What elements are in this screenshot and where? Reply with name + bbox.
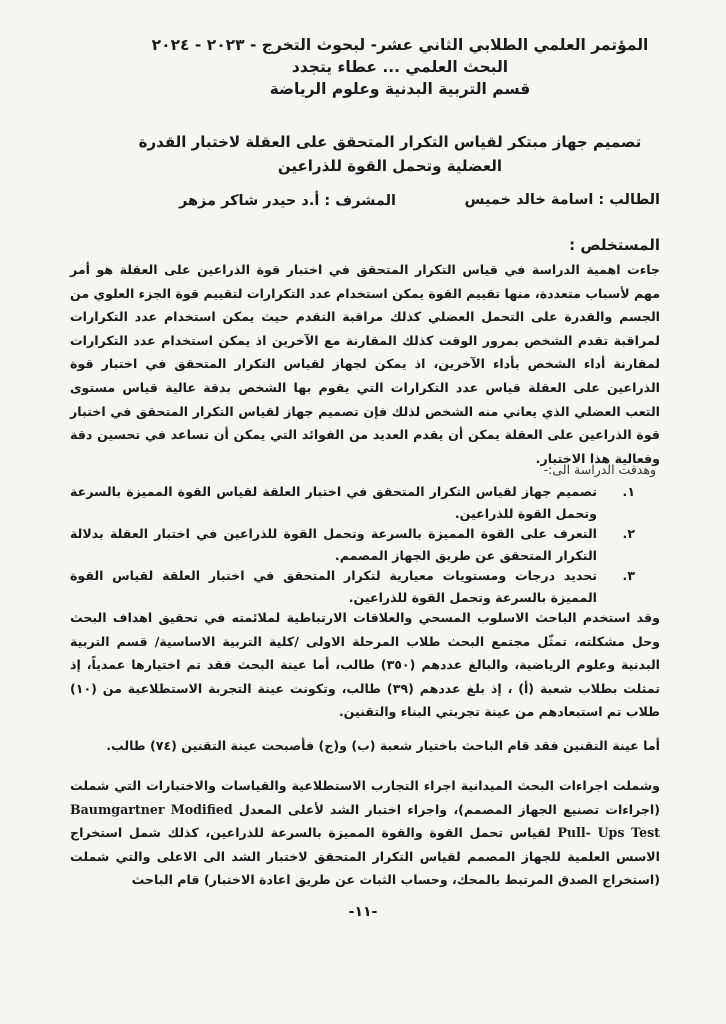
- procedures-english-term-1: Baumgartner: [70, 801, 165, 817]
- procedures-text-1: وشملت اجراءات البحث الميدانية اجراء التجارب الاستطلاعية والقياسات والاختبارات التي شملت (اجراءات تصنيع الجهاز المصمم)، واجراء اختبار الشد لأعلى المعدل: [70, 778, 660, 817]
- student-name: الطالب : اسامة خالد خميس: [464, 192, 660, 208]
- page-number: -١١-: [348, 904, 378, 920]
- procedures-paragraph: [70, 774, 660, 892]
- abstract-paragraph: جاءت اهمية الدراسة في قياس التكرار المتحقق في اختبار قوة الذراعين على العقلة هو أمر مهم لأسباب متعددة، منها تقييم القوة يمكن استخدام عدد التكرارات لتقييم قوة الجزء العلوي من الجسم والقدرة على التحمل العضلي كذلك مراقبة التقدم حيث يمكن استخدام عدد التكرارات لمراقبة تقدم الشخص بمرور الوقت كذلك المقارنة مع الآخرين اذ يمكن استخدام عدد التكرارات لمقارنة أداء الشخص بأداء الآخرين، اذ يمكن لجهاز لقياس التكرار المتحقق في اختبار قوة الذراعين على العقلة قياس عدد التكرارات التي يقوم بها الشخص بدقة عالية قياس مستوى التعب العضلي الذي يعاني منه الشخص لذلك فإن تصميم جهاز لقياس التكرار المتحقق في اختبار قوة الذراعين على العقلة يمكن أن يقدم العديد من الفوائد التي يمكن أن تساعد في تحسين دقة وفعالية هذا الاختبار.: [70, 262, 660, 466]
- conference-slogan: البحث العلمي ... عطاء يتجدد: [291, 58, 509, 76]
- list-item-text: التعرف على القوة المميزة بالسرعة وتحمل القوة للذراعين في اختبار العقلة بدلالة التكرار المتحقق عن طريق الجهاز المصمم.: [70, 526, 597, 563]
- department-name: قسم التربية البدنية وعلوم الرياضة: [269, 80, 531, 98]
- conference-title: المؤتمر العلمي الطلابي الثاني عشر- لبحوث التخرج - ٢٠٢٣ - ٢٠٢٤: [151, 36, 649, 54]
- list-item: [70, 523, 635, 567]
- conference-header: [150, 34, 650, 100]
- paper-title: تصميم جهاز مبتكر لقياس التكرار المتحقق على العقلة لاختبار القدرة العضلية وتحمل القوة للذراعين: [138, 133, 642, 175]
- abstract-heading: المستخلص :: [569, 236, 660, 254]
- codification-sample-paragraph: [70, 734, 660, 758]
- list-item-number: ١.: [622, 484, 635, 499]
- list-item: [70, 565, 635, 609]
- list-item-text: تصميم جهاز لقياس التكرار المتحقق في اختبار العلقة لقياس القوة المميزة بالسرعة وتحمل القوة للذراعين.: [70, 484, 597, 521]
- methodology-paragraph: وقد استخدم الباحث الاسلوب المسحي والعلاقات الارتباطية لملائمته في تحقيق اهداف البحث وحل مشكلته، تمثّل مجتمع البحث طلاب المرحلة الاولى /كلية التربية الاساسية/ قسم التربية البدنية وعلوم الرياضية، والبالغ عددهم (٣٥٠) طالب، أما عينة البحث فقد تم اختيارها عمدياً، إذ تمثلت بطلاب شعبة (أ) ، إذ بلغ عددهم (٣٩) طالب، وتكونت عينة التجربة الاستطلاعية من (١٠) طلاب تم استبعادهم من عينة تجربتي البناء والتقنين.: [70, 610, 661, 720]
- objectives-intro: وهدفت الدراسة الى:-: [543, 462, 656, 477]
- supervisor-name: المشرف : أ.د حيدر شاكر مزهر: [178, 193, 396, 209]
- list-item-number: ٢.: [622, 526, 635, 541]
- codification-sample-text: أما عينة التقنين فقد قام الباحث باختيار شعبة (ب) و(ج) فأصبحت عينة التقنين (٧٤) طالب.: [106, 738, 660, 753]
- list-item-number: ٣.: [622, 568, 635, 583]
- list-item: [70, 481, 635, 525]
- list-item-text: تحديد درجات ومستويات معيارية لتكرار المتحقق في اختبار العلقة لقياس القوة المميزة بالسرعة وتحمل القوة للذراعين.: [70, 568, 597, 605]
- procedures-text-2: لقياس تحمل القوة والقوة المميزة بالسرعة للذراعين، كذلك شمل استخراج الاسس العلمية للجهاز المصمم لقياس التكرار المتحقق لاختبار الشد الى الاعلى والتي شملت (استخراج الصدق المرتبط بالمحك، وحساب الثبات عن طريق اعادة الاختبار) قام الباحث: [70, 825, 660, 888]
- procedures-english-term-2: Modified Pull- Ups Test: [170, 801, 660, 841]
